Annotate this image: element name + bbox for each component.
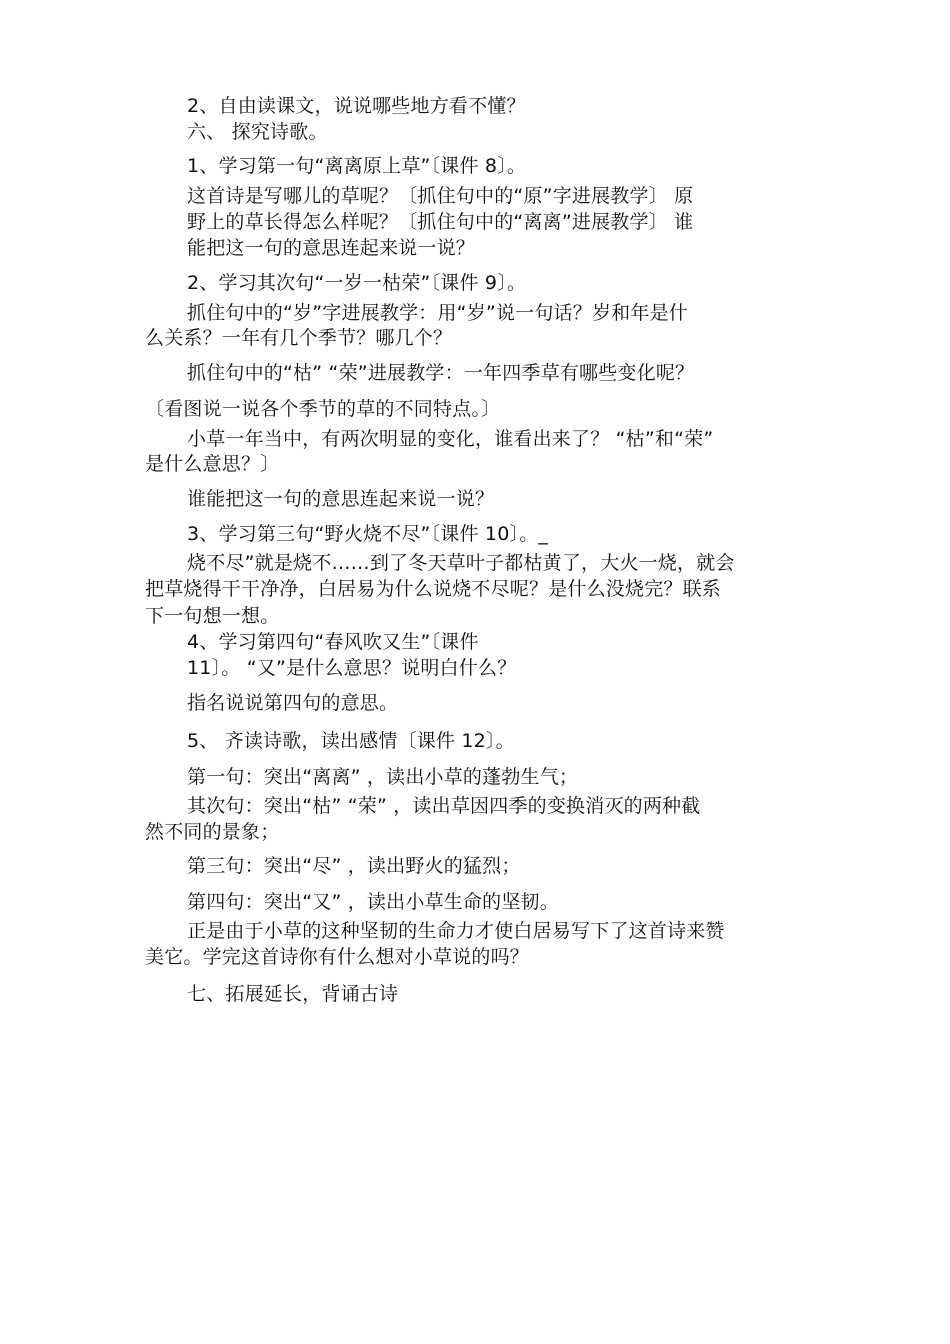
text-line: 下一句想一想。 bbox=[145, 605, 280, 627]
section-heading: 七、拓展延长，背诵古诗 bbox=[187, 983, 399, 1005]
text-line: 小草一年当中，有两次明显的变化，谁看出来了？ “枯”和“荣” bbox=[187, 428, 714, 450]
text-line: 2、学习其次句“一岁一枯荣”〔课件 9〕。 bbox=[187, 272, 527, 294]
text-line: 〔看图说一说各个季节的草的不同特点。〕 bbox=[145, 398, 501, 420]
text-line: 抓住句中的“岁”字进展教学：用“岁”说一句话？岁和年是什 bbox=[187, 302, 688, 324]
text-line: 谁能把这一句的意思连起来说一说？ bbox=[187, 488, 495, 510]
text-line: 野上的草长得怎么样呢？〔抓住句中的“离离”进展教学〕 谁 bbox=[187, 211, 694, 233]
text-line: 指名说说第四句的意思。 bbox=[187, 692, 399, 714]
text-line: 2、自由读课文，说说哪些地方看不懂？ bbox=[187, 95, 526, 117]
text-line: 第三句：突出“尽” ，读出野火的猛烈； bbox=[187, 855, 521, 877]
text-line: 第一句：突出“离离” ，读出小草的蓬勃生气； bbox=[187, 766, 579, 788]
text-line: 烧不尽”就是烧不……到了冬天草叶子都枯黄了，大火一烧，就会 bbox=[187, 552, 735, 574]
text-line: 5、 齐读诗歌，读出感情〔课件 12〕。 bbox=[187, 730, 515, 752]
text-line: 3、学习第三句“野火烧不尽”〔课件 10〕。_ bbox=[187, 523, 549, 545]
text-line: 把草烧得干干净净，白居易为什么说烧不尽呢？是什么没烧完？联系 bbox=[145, 578, 722, 600]
text-line: 这首诗是写哪儿的草呢？〔抓住句中的“原”字进展教学〕 原 bbox=[187, 185, 694, 207]
text-line: 11〕。 “又”是什么意思？说明白什么？ bbox=[187, 657, 517, 679]
text-line: 1、学习第一句“离离原上草”〔课件 8〕。 bbox=[187, 155, 527, 177]
text-line: 抓住句中的“枯” “荣”进展教学：一年四季草有哪些变化呢？ bbox=[187, 362, 695, 384]
text-line: 么关系？一年有几个季节？哪几个？ bbox=[145, 327, 453, 349]
text-line: 4、学习第四句“春风吹又生”〔课件 bbox=[187, 631, 479, 653]
text-line: 然不同的景象； bbox=[145, 821, 280, 843]
section-heading: 六、 探究诗歌。 bbox=[187, 121, 328, 143]
text-line: 第四句：突出“又” ，读出小草生命的坚韧。 bbox=[187, 891, 559, 913]
text-line: 美它。学完这首诗你有什么想对小草说的吗？ bbox=[145, 946, 530, 968]
text-line: 正是由于小草的这种坚韧的生命力才使白居易写下了这首诗来赞 bbox=[187, 920, 725, 942]
text-line: 是什么意思？〕 bbox=[145, 453, 280, 475]
text-line: 其次句：突出“枯” “荣” ，读出草因四季的变换消灭的两种截 bbox=[187, 795, 701, 817]
text-line: 能把这一句的意思连起来说一说？ bbox=[187, 237, 476, 259]
